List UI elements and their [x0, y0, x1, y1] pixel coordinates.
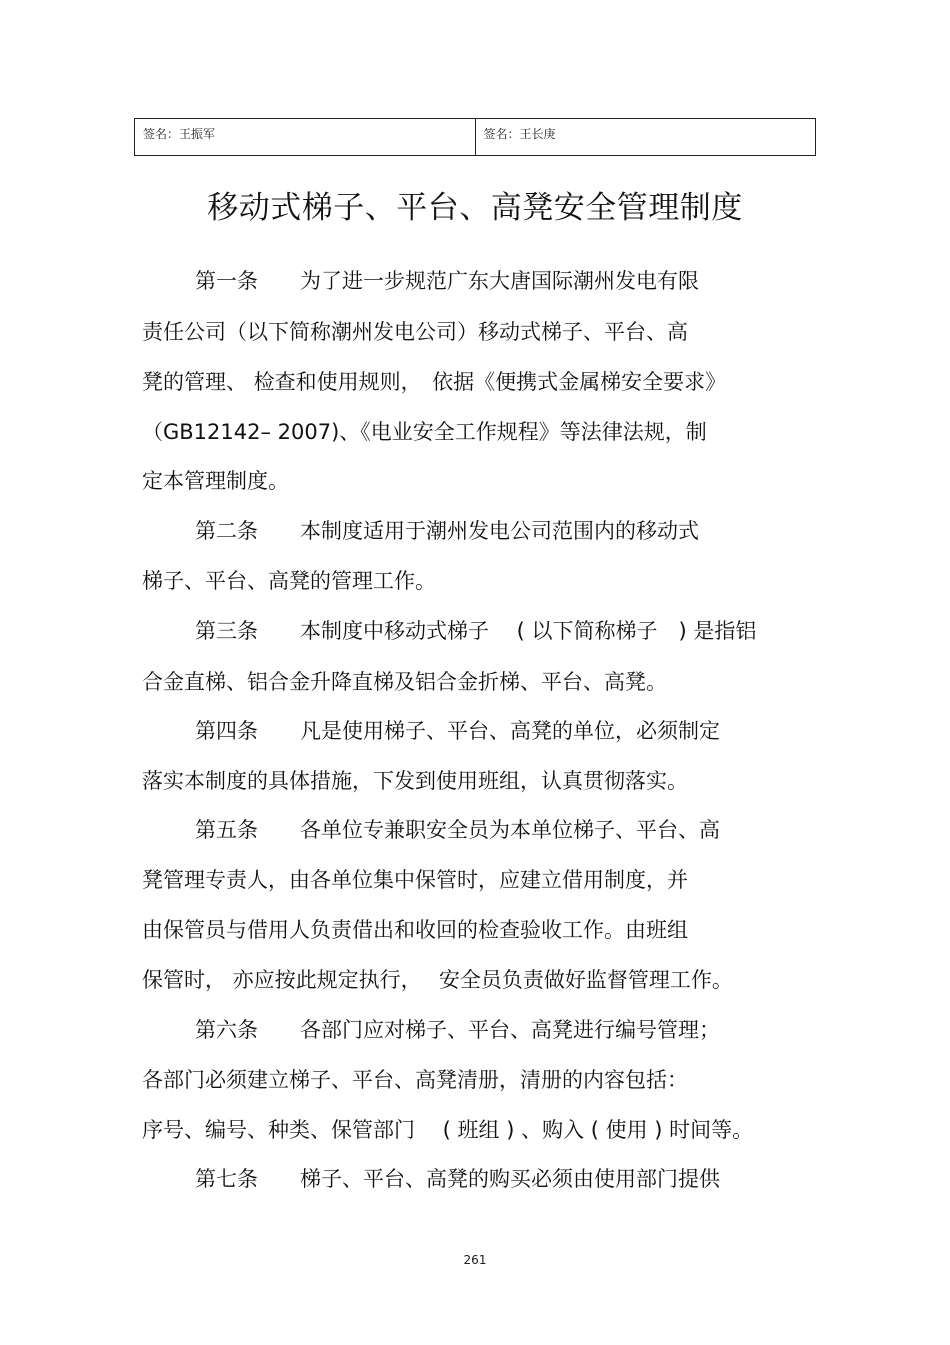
article-5-line-3: 由保管员与借用人负责借出和收回的检查验收工作。由班组: [142, 918, 688, 942]
article-7-line-1: 第七条 梯子、平台、高凳的购买必须由使用部门提供: [195, 1167, 720, 1191]
article-1-line-3: 凳的管理、 检查和使用规则， 依据《便携式金属梯安全要求》: [142, 370, 727, 394]
signature-left: 签名：王振军: [143, 127, 216, 141]
article-5-line-4: 保管时， 亦应按此规定执行， 安全员负责做好监督管理工作。: [142, 968, 733, 992]
article-4-line-2: 落实本制度的具体措施，下发到使用班组，认真贯彻落实。: [142, 769, 688, 793]
article-1-line-1: 第一条 为了进一步规范广东大唐国际潮州发电有限: [195, 269, 699, 293]
article-3-line-1: 第三条 本制度中移动式梯子 ( 以下简称梯子 ) 是指铝: [195, 619, 757, 643]
article-5-line-2: 凳管理专责人，由各单位集中保管时，应建立借用制度，并: [142, 868, 688, 892]
signature-right: 签名：王长庚: [475, 119, 816, 155]
article-2-line-2: 梯子、平台、高凳的管理工作。: [142, 569, 436, 593]
article-1-line-4: （GB12142– 2007)、《电业安全工作规程》等法律法规，制: [142, 420, 707, 444]
article-5-line-1: 第五条 各单位专兼职安全员为本单位梯子、平台、高: [195, 818, 720, 842]
article-6-line-3: 序号、编号、种类、保管部门 ( 班组 ) 、购入 ( 使用 ) 时间等。: [142, 1118, 754, 1142]
article-6-line-1: 第六条 各部门应对梯子、平台、高凳进行编号管理；: [195, 1018, 720, 1042]
page-number: 261: [463, 1253, 487, 1267]
article-3-line-2: 合金直梯、铝合金升降直梯及铝合金折梯、平台、高凳。: [142, 670, 667, 694]
article-4-line-1: 第四条 凡是使用梯子、平台、高凳的单位，必须制定: [195, 719, 720, 743]
signature-table: [134, 118, 816, 156]
article-2-line-1: 第二条 本制度适用于潮州发电公司范围内的移动式: [195, 519, 699, 543]
document-title: 移动式梯子、平台、高凳安全管理制度: [207, 190, 743, 226]
article-1-line-2: 责任公司（以下简称潮州发电公司）移动式梯子、平台、高: [142, 320, 688, 344]
article-6-line-2: 各部门必须建立梯子、平台、高凳清册，清册的内容包括：: [142, 1068, 688, 1092]
article-1-line-5: 定本管理制度。: [142, 469, 289, 493]
